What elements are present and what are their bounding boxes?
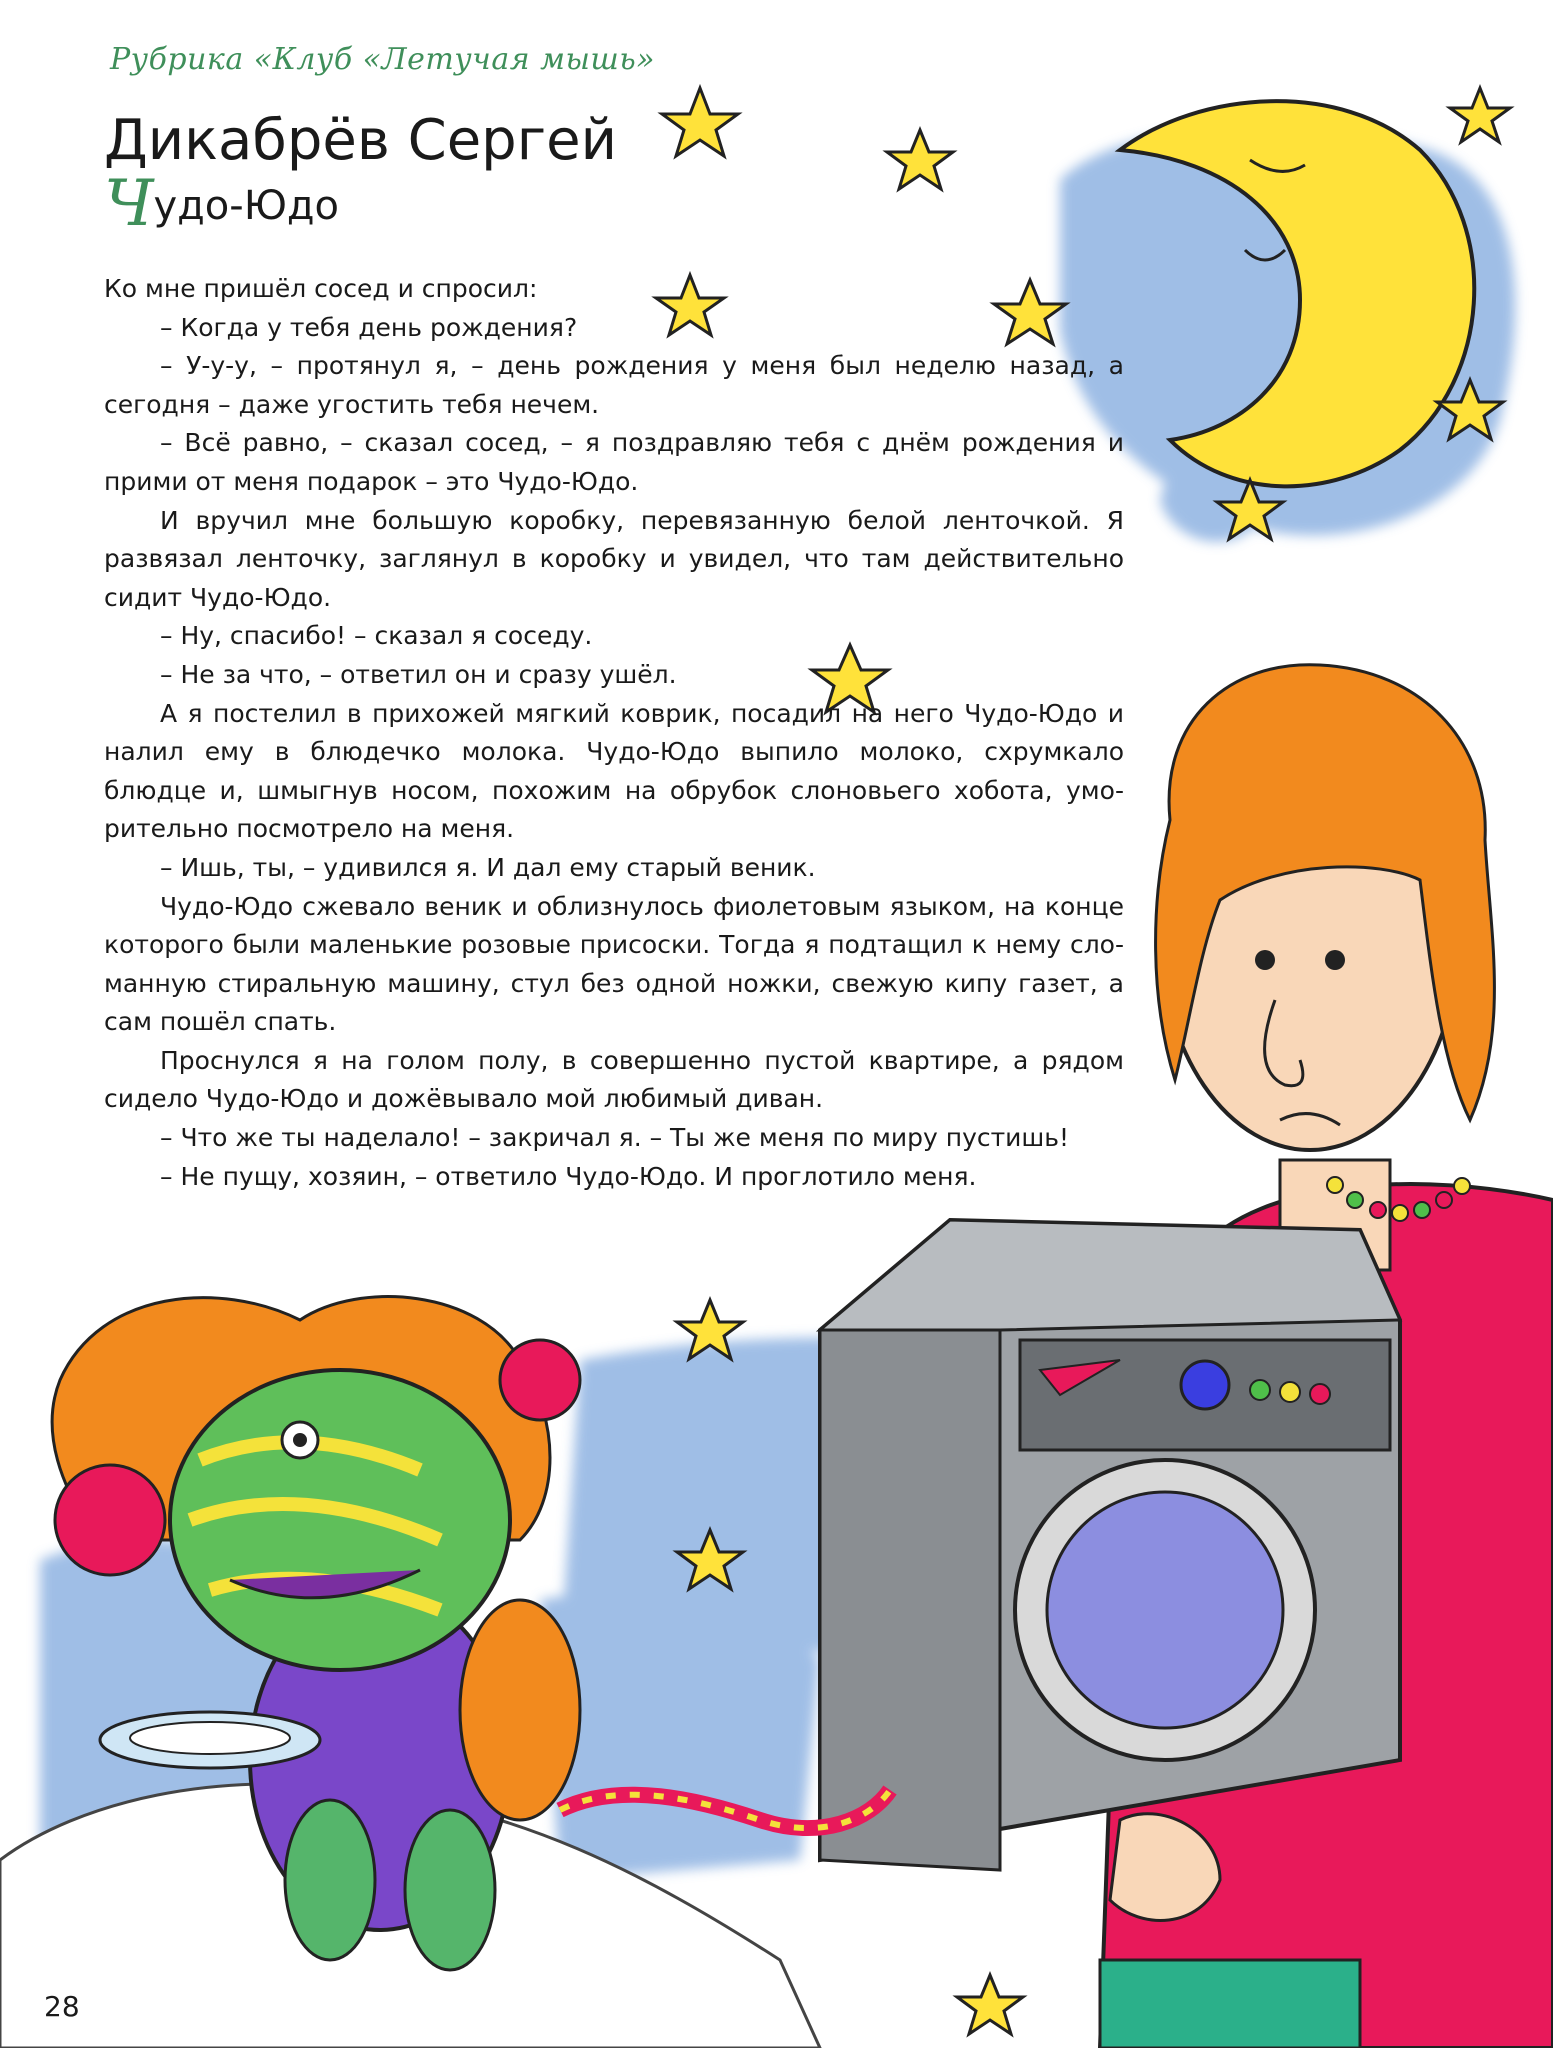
title-initial: Ч (104, 167, 154, 241)
paragraph: А я постелил в прихожей мягкий коврик, посадил на него Чудо-Юдо и налил ему в блюдечко молока. Чудо-Юдо выпило молоко, схрумкало блюдце и, шмыгнув носом, похожим на обрубок слоновьего хобота, уморительно посмотрело на меня. (104, 698, 1124, 844)
author-name: Дикабрёв Сергей (104, 108, 617, 173)
star-icon (957, 1975, 1023, 2034)
story-text (104, 270, 1124, 1196)
paragraph: Ко мне пришёл сосед и спросил: (104, 274, 538, 303)
page-number: 28 (44, 1990, 80, 2023)
star-icon (662, 88, 738, 156)
paragraph: – Не пущу, хозяин, – ответило Чудо-Юдо. И проглотило меня. (160, 1161, 977, 1191)
rubric-label: Рубрика «Клуб «Летучая мышь» (110, 42, 656, 77)
monster-head (170, 1370, 510, 1670)
bowl-icon (100, 1712, 320, 1768)
star-icon (1450, 88, 1510, 142)
paragraph: – Ну, спасибо! – сказал я соседу. (160, 621, 593, 651)
star-icon (887, 130, 953, 189)
paragraph: – Не за что, – ответил он и сразу ушёл. (160, 659, 677, 689)
title-rest: удо-Юдо (153, 183, 340, 229)
paragraph: И вручил мне большую коробку, перевязанную белой ленточкой. Я развязал ленточку, заглянул в коробку и увидел, что там действительно сидит Чудо-Юдо. (104, 505, 1124, 612)
paragraph: – Всё равно, – сказал сосед, – я поздравляю тебя с днём рождения и прими от меня подарок – это Чудо-Юдо. (104, 428, 1124, 496)
paragraph: Проснулся я на голом полу, в совершенно пустой квартире, а рядом сидело Чудо-Юдо и дожёвывало мой любимый диван. (104, 1045, 1124, 1114)
story-title (104, 167, 340, 241)
paragraph: – Ишь, ты, – удивился я. И дал ему старый веник. (160, 852, 816, 882)
paragraph: – Что же ты наделало! – закричал я. – Ты же меня по миру пустишь! (160, 1123, 1070, 1153)
paragraph: Чудо-Юдо сжевало веник и облизнулось фиолетовым языком, на конце которого были маленькие розовые присоски. Тогда я подтащил к нему сломанную стиральную машину, стул без одной ножки, свежую кипу газет, а сам пошёл спать. (104, 891, 1124, 1037)
paragraph: – У-у-у, – протянул я, – день рождения у меня был неделю назад, а сегодня – даже угостить тебя нечем. (104, 351, 1124, 419)
paragraph: – Когда у тебя день рождения? (160, 312, 578, 342)
washing-machine (820, 1220, 1400, 1870)
